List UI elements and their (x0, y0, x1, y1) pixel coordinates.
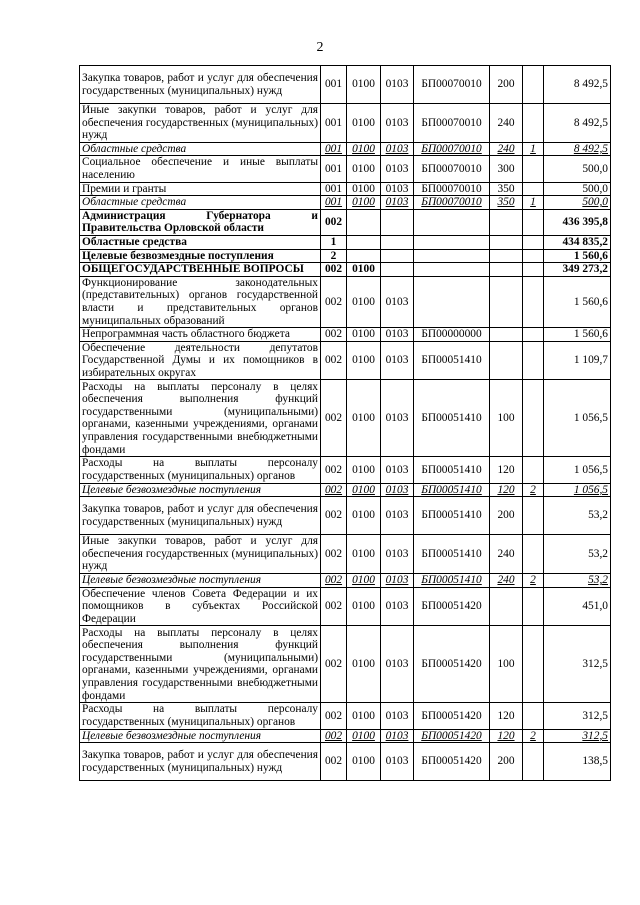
code-cell-c4: БП00070010 (414, 142, 490, 156)
code-cell-c2: 0100 (347, 182, 381, 196)
code-cell-c1: 002 (321, 483, 347, 497)
table-row (80, 209, 611, 235)
code-cell-c1: 002 (321, 328, 347, 342)
code-cell-c2: 0100 (347, 341, 381, 380)
table-row (80, 341, 611, 380)
amount-cell: 500,0 (544, 156, 611, 182)
row-name-cell: Иные закупки товаров, работ и услуг для обеспечения государственных (муниципальных) нужд (80, 535, 321, 574)
table-row (80, 328, 611, 342)
code-cell-c3: 0103 (381, 535, 414, 574)
code-cell-c5: 120 (490, 457, 523, 483)
code-cell-c2: 0100 (347, 156, 381, 182)
code-cell-c5: 120 (490, 483, 523, 497)
code-cell-c3 (381, 249, 414, 263)
code-cell-c1: 002 (321, 276, 347, 327)
code-cell-c3: 0103 (381, 276, 414, 327)
code-cell-c3: 0103 (381, 729, 414, 743)
table-row (80, 457, 611, 483)
code-cell-c2: 0100 (347, 587, 381, 626)
code-cell-c3 (381, 263, 414, 277)
code-cell-c2: 0100 (347, 380, 381, 457)
row-name-cell: Целевые безвозмездные поступления (80, 483, 321, 497)
table-row (80, 104, 611, 143)
code-cell-c2 (347, 249, 381, 263)
amount-cell: 312,5 (544, 729, 611, 743)
code-cell-c5: 200 (490, 743, 523, 781)
code-cell-c2: 0100 (347, 66, 381, 104)
code-cell-c3: 0103 (381, 587, 414, 626)
code-cell-c5: 240 (490, 574, 523, 588)
code-cell-c5 (490, 235, 523, 249)
row-name-cell: ОБЩЕГОСУДАРСТВЕННЫЕ ВОПРОСЫ (80, 263, 321, 277)
code-cell-c6 (523, 235, 544, 249)
code-cell-c4: БП00051410 (414, 457, 490, 483)
code-cell-c6 (523, 66, 544, 104)
code-cell-c2 (347, 235, 381, 249)
code-cell-c1: 2 (321, 249, 347, 263)
code-cell-c3: 0103 (381, 626, 414, 703)
code-cell-c1: 1 (321, 235, 347, 249)
code-cell-c2: 0100 (347, 703, 381, 729)
amount-cell: 8 492,5 (544, 66, 611, 104)
code-cell-c3: 0103 (381, 497, 414, 535)
code-cell-c5: 240 (490, 104, 523, 143)
code-cell-c6 (523, 497, 544, 535)
code-cell-c5: 240 (490, 142, 523, 156)
code-cell-c1: 002 (321, 574, 347, 588)
code-cell-c4 (414, 263, 490, 277)
code-cell-c4: БП00051410 (414, 574, 490, 588)
code-cell-c3: 0103 (381, 380, 414, 457)
code-cell-c1: 002 (321, 626, 347, 703)
code-cell-c5: 200 (490, 66, 523, 104)
amount-cell: 1 056,5 (544, 483, 611, 497)
code-cell-c4 (414, 249, 490, 263)
code-cell-c6 (523, 263, 544, 277)
row-name-cell: Расходы на выплаты персоналу в целях обеспечения выполнения функций государственными (муниципальными) органами, казенными учреждениями, органами управления государственными внебюджетными фондами (80, 626, 321, 703)
amount-cell: 1 056,5 (544, 380, 611, 457)
table-row (80, 66, 611, 104)
code-cell-c6 (523, 341, 544, 380)
code-cell-c6: 2 (523, 574, 544, 588)
table-row (80, 156, 611, 182)
code-cell-c4: БП00051410 (414, 497, 490, 535)
amount-cell: 138,5 (544, 743, 611, 781)
code-cell-c3: 0103 (381, 182, 414, 196)
code-cell-c4: БП00051420 (414, 743, 490, 781)
table-row (80, 249, 611, 263)
code-cell-c6: 1 (523, 142, 544, 156)
code-cell-c1: 001 (321, 104, 347, 143)
code-cell-c4: БП00051410 (414, 380, 490, 457)
row-name-cell: Иные закупки товаров, работ и услуг для обеспечения государственных (муниципальных) нужд (80, 104, 321, 143)
code-cell-c2: 0100 (347, 196, 381, 210)
row-name-cell: Премии и гранты (80, 182, 321, 196)
code-cell-c6 (523, 626, 544, 703)
amount-cell: 500,0 (544, 196, 611, 210)
code-cell-c3: 0103 (381, 142, 414, 156)
code-cell-c1: 001 (321, 182, 347, 196)
code-cell-c5: 120 (490, 729, 523, 743)
row-name-cell: Расходы на выплаты персоналу в целях обеспечения выполнения функций государственными (муниципальными) органами, казенными учреждениями, органами управления государственными внебюджетными фондами (80, 380, 321, 457)
amount-cell: 53,2 (544, 574, 611, 588)
amount-cell: 53,2 (544, 497, 611, 535)
amount-cell: 1 109,7 (544, 341, 611, 380)
amount-cell: 1 560,6 (544, 276, 611, 327)
table-row (80, 626, 611, 703)
table-row (80, 703, 611, 729)
code-cell-c5 (490, 276, 523, 327)
code-cell-c4 (414, 209, 490, 235)
row-name-cell: Областные средства (80, 235, 321, 249)
amount-cell: 349 273,2 (544, 263, 611, 277)
code-cell-c5 (490, 587, 523, 626)
code-cell-c5: 240 (490, 535, 523, 574)
code-cell-c4: БП00051420 (414, 587, 490, 626)
code-cell-c4: БП00000000 (414, 328, 490, 342)
code-cell-c3: 0103 (381, 483, 414, 497)
amount-cell: 500,0 (544, 182, 611, 196)
code-cell-c1: 001 (321, 66, 347, 104)
code-cell-c6: 2 (523, 483, 544, 497)
code-cell-c5 (490, 249, 523, 263)
amount-cell: 1 056,5 (544, 457, 611, 483)
code-cell-c4: БП00051420 (414, 729, 490, 743)
row-name-cell: Закупка товаров, работ и услуг для обеспечения государственных (муниципальных) нужд (80, 743, 321, 781)
amount-cell: 8 492,5 (544, 104, 611, 143)
code-cell-c4 (414, 235, 490, 249)
code-cell-c5: 120 (490, 703, 523, 729)
row-name-cell: Целевые безвозмездные поступления (80, 249, 321, 263)
row-name-cell: Целевые безвозмездные поступления (80, 729, 321, 743)
code-cell-c6 (523, 156, 544, 182)
code-cell-c2: 0100 (347, 328, 381, 342)
code-cell-c6 (523, 328, 544, 342)
code-cell-c3: 0103 (381, 457, 414, 483)
row-name-cell: Обеспечение деятельности депутатов Государственной Думы и их помощников в избирательных округах (80, 341, 321, 380)
row-name-cell: Областные средства (80, 196, 321, 210)
code-cell-c1: 001 (321, 142, 347, 156)
code-cell-c3 (381, 209, 414, 235)
code-cell-c4: БП00051420 (414, 703, 490, 729)
code-cell-c4: БП00070010 (414, 182, 490, 196)
code-cell-c5: 100 (490, 380, 523, 457)
code-cell-c1: 002 (321, 743, 347, 781)
code-cell-c4: БП00051410 (414, 341, 490, 380)
code-cell-c6 (523, 457, 544, 483)
code-cell-c5 (490, 209, 523, 235)
code-cell-c1: 001 (321, 156, 347, 182)
code-cell-c1: 002 (321, 341, 347, 380)
code-cell-c6 (523, 703, 544, 729)
row-name-cell: Социальное обеспечение и иные выплаты населению (80, 156, 321, 182)
code-cell-c6 (523, 182, 544, 196)
code-cell-c3: 0103 (381, 703, 414, 729)
table-row (80, 142, 611, 156)
code-cell-c1: 002 (321, 380, 347, 457)
code-cell-c5 (490, 341, 523, 380)
code-cell-c5: 200 (490, 497, 523, 535)
table-row (80, 196, 611, 210)
amount-cell: 1 560,6 (544, 249, 611, 263)
code-cell-c2: 0100 (347, 483, 381, 497)
amount-cell: 312,5 (544, 703, 611, 729)
page-number: 2 (316, 40, 324, 55)
row-name-cell: Закупка товаров, работ и услуг для обеспечения государственных (муниципальных) нужд (80, 66, 321, 104)
amount-cell: 8 492,5 (544, 142, 611, 156)
budget-table (79, 65, 611, 781)
code-cell-c3: 0103 (381, 104, 414, 143)
row-name-cell: Закупка товаров, работ и услуг для обеспечения государственных (муниципальных) нужд (80, 497, 321, 535)
code-cell-c6: 2 (523, 729, 544, 743)
code-cell-c6 (523, 276, 544, 327)
code-cell-c5 (490, 328, 523, 342)
code-cell-c1: 002 (321, 209, 347, 235)
code-cell-c6 (523, 380, 544, 457)
code-cell-c1: 002 (321, 587, 347, 626)
code-cell-c2: 0100 (347, 104, 381, 143)
code-cell-c3 (381, 235, 414, 249)
row-name-cell: Обеспечение членов Совета Федерации и их помощников в субъектах Российской Федерации (80, 587, 321, 626)
code-cell-c4: БП00070010 (414, 66, 490, 104)
code-cell-c1: 002 (321, 497, 347, 535)
code-cell-c3: 0103 (381, 156, 414, 182)
code-cell-c1: 002 (321, 729, 347, 743)
amount-cell: 53,2 (544, 535, 611, 574)
code-cell-c5: 300 (490, 156, 523, 182)
code-cell-c2: 0100 (347, 729, 381, 743)
code-cell-c3: 0103 (381, 328, 414, 342)
amount-cell: 451,0 (544, 587, 611, 626)
code-cell-c6 (523, 104, 544, 143)
row-name-cell: Областные средства (80, 142, 321, 156)
code-cell-c2: 0100 (347, 743, 381, 781)
code-cell-c1: 002 (321, 457, 347, 483)
table-row (80, 729, 611, 743)
code-cell-c6 (523, 209, 544, 235)
code-cell-c4: БП00070010 (414, 156, 490, 182)
code-cell-c2: 0100 (347, 497, 381, 535)
code-cell-c4 (414, 276, 490, 327)
code-cell-c3: 0103 (381, 743, 414, 781)
code-cell-c4: БП00051420 (414, 626, 490, 703)
code-cell-c2: 0100 (347, 574, 381, 588)
code-cell-c6 (523, 587, 544, 626)
table-row (80, 263, 611, 277)
code-cell-c5: 350 (490, 182, 523, 196)
code-cell-c2 (347, 209, 381, 235)
code-cell-c2: 0100 (347, 263, 381, 277)
amount-cell: 436 395,8 (544, 209, 611, 235)
row-name-cell: Целевые безвозмездные поступления (80, 574, 321, 588)
table-row (80, 497, 611, 535)
table-row (80, 587, 611, 626)
code-cell-c2: 0100 (347, 457, 381, 483)
code-cell-c4: БП00051410 (414, 483, 490, 497)
code-cell-c4: БП00070010 (414, 104, 490, 143)
code-cell-c2: 0100 (347, 535, 381, 574)
amount-cell: 434 835,2 (544, 235, 611, 249)
code-cell-c2: 0100 (347, 276, 381, 327)
table-row (80, 276, 611, 327)
table-row (80, 743, 611, 781)
code-cell-c3: 0103 (381, 196, 414, 210)
table-row (80, 235, 611, 249)
amount-cell: 312,5 (544, 626, 611, 703)
row-name-cell: Функционирование законодательных (представительных) органов государственной власти и представительных органов муниципальных образований (80, 276, 321, 327)
row-name-cell: Расходы на выплаты персоналу государственных (муниципальных) органов (80, 703, 321, 729)
amount-cell: 1 560,6 (544, 328, 611, 342)
code-cell-c3: 0103 (381, 341, 414, 380)
table-row (80, 574, 611, 588)
code-cell-c1: 001 (321, 196, 347, 210)
table-row (80, 182, 611, 196)
code-cell-c5 (490, 263, 523, 277)
row-name-cell: Непрограммная часть областного бюджета (80, 328, 321, 342)
code-cell-c6: 1 (523, 196, 544, 210)
code-cell-c6 (523, 535, 544, 574)
code-cell-c2: 0100 (347, 626, 381, 703)
code-cell-c3: 0103 (381, 574, 414, 588)
row-name-cell: Расходы на выплаты персоналу государственных (муниципальных) органов (80, 457, 321, 483)
code-cell-c1: 002 (321, 535, 347, 574)
table-row (80, 535, 611, 574)
code-cell-c1: 002 (321, 703, 347, 729)
code-cell-c3: 0103 (381, 66, 414, 104)
row-name-cell: Администрация Губернатора и Правительства Орловской области (80, 209, 321, 235)
code-cell-c6 (523, 249, 544, 263)
code-cell-c1: 002 (321, 263, 347, 277)
code-cell-c6 (523, 743, 544, 781)
code-cell-c5: 350 (490, 196, 523, 210)
code-cell-c4: БП00070010 (414, 196, 490, 210)
code-cell-c4: БП00051410 (414, 535, 490, 574)
code-cell-c5: 100 (490, 626, 523, 703)
code-cell-c2: 0100 (347, 142, 381, 156)
table-row (80, 483, 611, 497)
table-row (80, 380, 611, 457)
